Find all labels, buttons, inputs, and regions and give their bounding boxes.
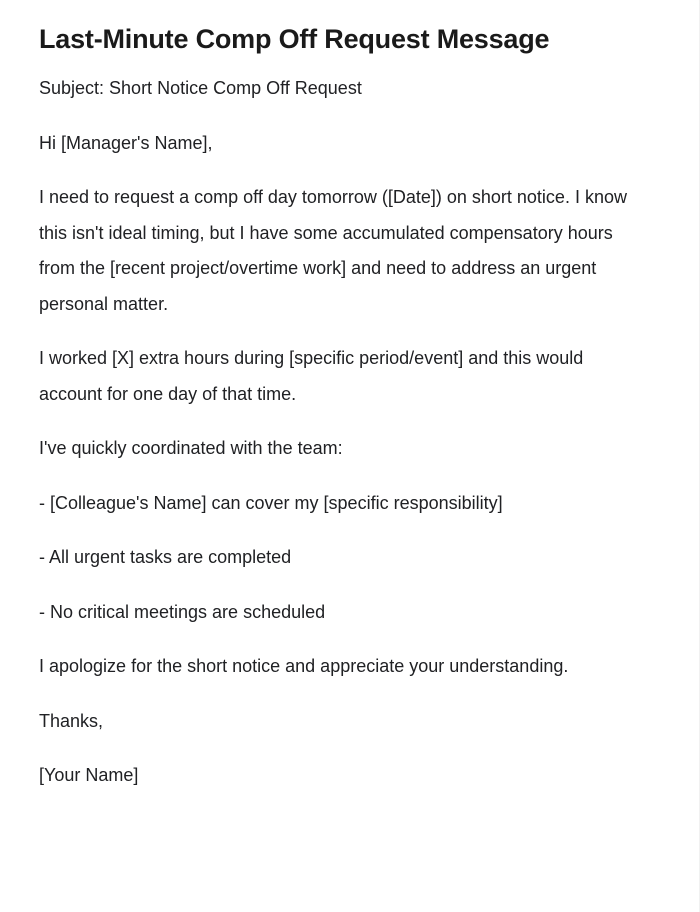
coordination-item-meetings: - No critical meetings are scheduled [39,601,326,622]
coordination-intro: I've quickly coordinated with the team: [39,438,343,458]
request-paragraph: I need to request a comp off day tomorrow ([Date]) on short notice. I know this isn't ideal timing, but I have some accumulated compensatory hours from the [recent project/overtime work] and need to address an urgent personal matter. [39,187,627,314]
subject-line: Subject: Short Notice Comp Off Request [39,78,362,98]
coordination-item-coverage: - [Colleague's Name] can cover my [specific responsibility] [39,492,503,513]
page-title: Last-Minute Comp Off Request Message [39,24,550,54]
coordination-item-tasks: - All urgent tasks are completed [39,547,292,567]
hours-paragraph: I worked [X] extra hours during [specific period/event] and this would account for one day of that time. [39,348,584,404]
greeting: Hi [Manager's Name], [39,132,213,153]
sign-off: Thanks, [39,710,104,731]
signature: [Your Name] [39,765,139,785]
message-body [39,56,637,794]
apology-paragraph: I apologize for the short notice and appreciate your understanding. [39,656,569,676]
